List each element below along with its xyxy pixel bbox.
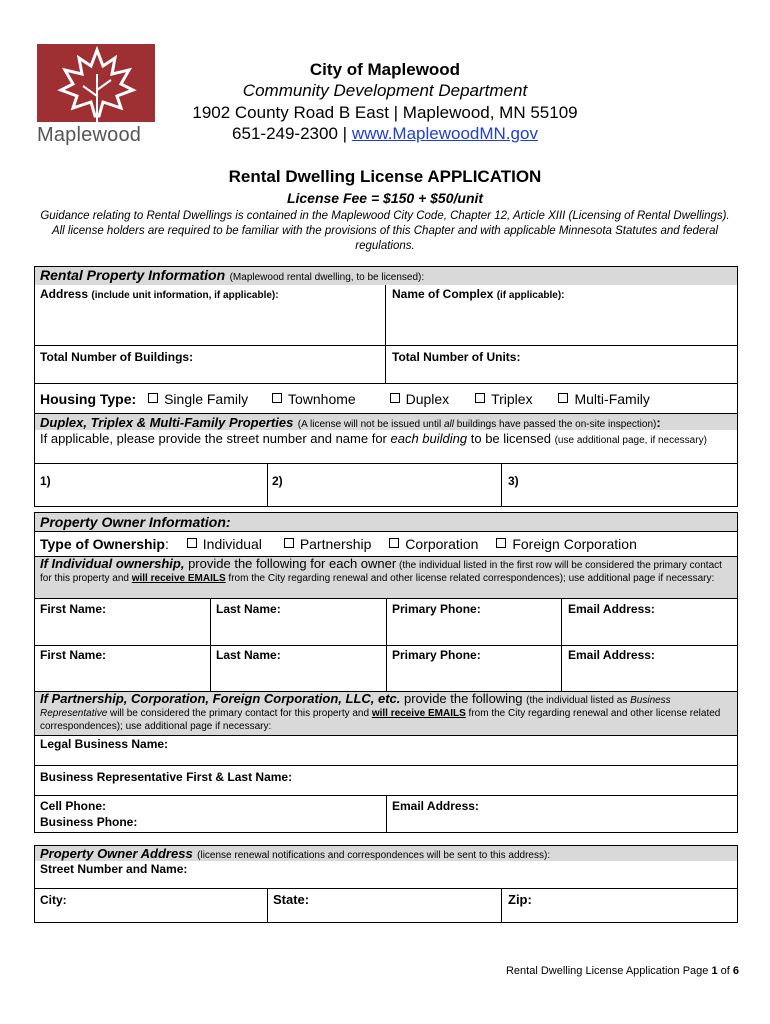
checkbox[interactable] — [496, 538, 506, 548]
divider — [35, 531, 737, 532]
rental-property-section — [34, 266, 738, 507]
owner2-email-label: Email Address: — [568, 648, 655, 662]
units-label: Total Number of Units: — [392, 350, 521, 364]
owner-address-title: Property Owner Address — [40, 846, 193, 861]
building-slot-3: 3) — [508, 474, 519, 488]
property-owner-title: Property Owner Information: — [40, 514, 231, 530]
legal-business-name-label: Legal Business Name: — [40, 737, 169, 751]
address-label-text: Address — [40, 287, 89, 301]
divider — [386, 795, 387, 832]
buildings-label: Total Number of Buildings: — [40, 350, 194, 364]
checkbox[interactable] — [558, 393, 568, 403]
department-name: Community Development Department — [242, 81, 528, 100]
owner1-phone-label: Primary Phone: — [392, 602, 481, 616]
housing-option-multi-family[interactable]: Multi-Family — [558, 391, 649, 407]
housing-option-triplex[interactable]: Triplex — [475, 391, 533, 407]
license-fee: License Fee = $150 + $50/unit — [286, 190, 484, 206]
business-rep-name-label: Business Representative First & Last Name: — [40, 770, 293, 784]
divider — [267, 888, 268, 922]
ownership-option-partnership[interactable]: Partnership — [284, 536, 372, 552]
checkbox[interactable] — [272, 393, 282, 403]
guidance-text: Guidance relating to Rental Dwellings is contained in the Maplewood City Code, Chapter 12, Article XIII (Licensing of Rental Dwellings). All license holders are required to be familiar with the provisions of this Chapter and with applicable Minnesota Statutes and federal regulations. — [40, 210, 730, 252]
building-slot-2: 2) — [272, 474, 283, 488]
city-name: City of Maplewood — [309, 60, 461, 79]
owner2-first-name-label: First Name: — [40, 648, 107, 662]
ownership-option-individual[interactable]: Individual — [187, 536, 262, 552]
divider — [501, 463, 502, 506]
owner-address-title-row — [40, 845, 550, 863]
contact-line — [160, 124, 610, 144]
page-total: 6 — [732, 965, 739, 977]
business-email-label: Email Address: — [392, 799, 479, 813]
divider — [35, 463, 737, 464]
housing-type-label: Housing Type: — [40, 391, 137, 407]
section-title: Rental Property Information — [40, 267, 226, 283]
address-label — [40, 287, 279, 301]
individual-instructions: If Individual ownership, provide the following for each owner (the individual listed in the first row will be considered the primary contact for this property and will receive EMAILS from the City regarding renewal and other license related correspondences); use additional page if necessary: — [40, 556, 722, 584]
building-slot-1: 1) — [40, 474, 51, 488]
divider — [35, 645, 737, 646]
checkbox[interactable] — [475, 393, 485, 403]
housing-option-duplex[interactable]: Duplex — [390, 391, 450, 407]
owner2-phone-label: Primary Phone: — [392, 648, 481, 662]
street-label: Street Number and Name: — [40, 862, 188, 876]
business-phone-label: Business Phone: — [40, 815, 138, 829]
owner1-first-name-label: First Name: — [40, 602, 107, 616]
owner2-last-name-label: Last Name: — [216, 648, 281, 662]
divider — [35, 735, 737, 736]
ownership-option-corporation[interactable]: Corporation — [389, 536, 478, 552]
divider — [267, 463, 268, 506]
housing-type-row — [40, 391, 650, 407]
checkbox[interactable] — [284, 538, 294, 548]
complex-label — [392, 287, 565, 301]
logo-emblem — [37, 44, 155, 122]
checkbox[interactable] — [187, 538, 197, 548]
housing-option-single-family[interactable]: Single Family — [148, 391, 248, 407]
maple-leaf-icon — [37, 44, 155, 122]
logo-text: Maplewood — [37, 124, 142, 146]
ownership-type-label: Type of Ownership — [40, 536, 165, 552]
checkbox[interactable] — [148, 393, 158, 403]
duplex-note: (A license will not be issued until all buildings have passed the on-site inspection) — [297, 419, 657, 430]
section-note: (Maplewood rental dwelling, to be licensed): — [229, 272, 425, 283]
page-number: 1 — [711, 965, 718, 977]
city-address: 1902 County Road B East | Maplewood, MN 55109 — [192, 103, 578, 122]
phone-number: 651-249-2300 — [232, 124, 338, 143]
cell-phone-label: Cell Phone: — [40, 799, 107, 813]
checkbox[interactable] — [389, 538, 399, 548]
owner1-email-label: Email Address: — [568, 602, 655, 616]
housing-option-townhome[interactable]: Townhome — [272, 391, 356, 407]
duplex-title: Duplex, Triplex & Multi-Family Properties — [40, 415, 294, 430]
city-label: City: — [40, 893, 67, 907]
divider — [35, 888, 737, 889]
business-instructions: If Partnership, Corporation, Foreign Corporation, LLC, etc. provide the following (the individual listed as Business Representative will be considered the primary contact for this property and will receive EMAILS from the City regarding renewal and other license related correspondences); use additional page if necessary: — [40, 691, 721, 732]
website-link[interactable]: www.MaplewoodMN.gov — [351, 124, 538, 143]
zip-label: Zip: — [508, 892, 532, 907]
divider — [35, 383, 737, 384]
checkbox[interactable] — [390, 393, 400, 403]
duplex-title-row: Duplex, Triplex & Multi-Family Properties (A license will not be issued until all buildings have passed the on-site inspection): — [40, 415, 661, 430]
ownership-type-row: Type of Ownership: Individual Partnership Corporation Foreign Corporation — [40, 536, 637, 552]
rental-property-title — [40, 267, 424, 285]
maplewood-logo — [37, 44, 155, 152]
duplex-instructions: If applicable, please provide the street number and name for each building to be licensed (use additional page, if necessary) — [40, 431, 707, 446]
complex-label-text: Name of Complex — [392, 287, 494, 301]
state-label: State: — [273, 892, 310, 907]
page-title: Rental Dwelling License APPLICATION — [228, 167, 542, 186]
divider — [35, 765, 737, 766]
owner-address-note: (license renewal notifications and correspondences will be sent to this address): — [197, 850, 551, 861]
page-footer: Rental Dwelling License Application Page 1 of 6 — [505, 965, 739, 977]
owner1-last-name-label: Last Name: — [216, 602, 281, 616]
separator: | — [342, 124, 348, 143]
complex-note: (if applicable): — [496, 290, 565, 301]
address-note: (include unit information, if applicable): — [91, 290, 279, 301]
divider — [385, 285, 386, 383]
ownership-option-foreign-corporation[interactable]: Foreign Corporation — [496, 536, 637, 552]
divider — [35, 345, 737, 346]
divider — [501, 888, 502, 922]
